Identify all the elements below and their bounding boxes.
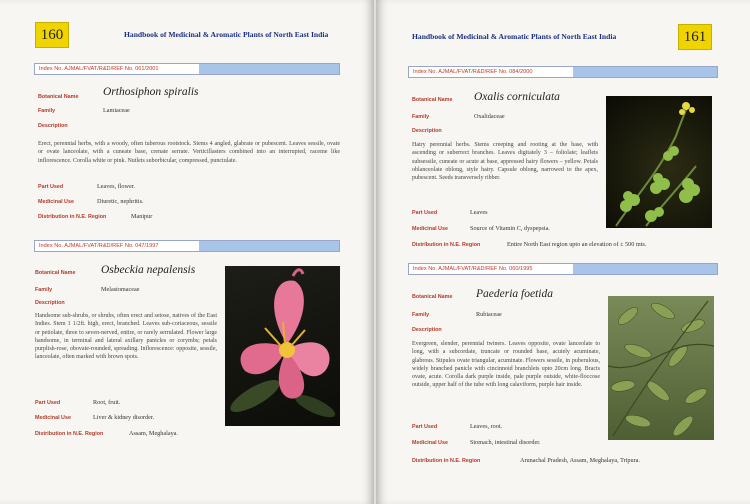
description-text: Erect, perennial herbs, with a woody, often tuberous rootstock. Stems 4 angled, glabrate or pubescent. Leaves sessile, ovate or ovate lanceolate, with a cuneate base, crenate serrate. Verticillasters combined into an interrupted, raceme like inflorescence. Corolla white or pink. Nutlets suborbicular, compressed, punctulate. [38,141,340,164]
distribution-value: Assam, Meghalaya. [129,430,178,437]
part-used-label: Part Used [35,400,61,406]
description-text: Hairy perennial herbs. Stems creeping and rooting at the base, with ascending or suberrect branches. Leaves digitately 3 – foliolate; leaflets subsessile, cuneate or acute at base, appressed hairy flowers – yellow. Petals oblanceolate oblong, style hairy. Capsule oblong, narrowed to the apex, pubescent. Seeds transversely ribber. [412,142,598,182]
botanical-name: Orthosiphon spiralis [103,86,199,98]
part-used-label: Part Used [38,184,64,190]
handbook-title: Handbook of Medicinal & Aromatic Plants of North East India [412,32,617,41]
family-value: Lamiaceae [103,107,130,114]
index-number-bar [408,263,718,275]
medicinal-use-value: Liver & kidney disorder. [93,414,155,421]
index-bar-fill [573,67,718,77]
botanical-name: Paederia foetida [476,288,553,300]
handbook-title: Handbook of Medicinal & Aromatic Plants of North East India [124,30,329,39]
medicinal-use-value: Stomach, intestinal disorder. [470,439,541,446]
index-bar-fill [573,264,718,274]
family-value: Rubiaceae [476,311,502,318]
index-bar-fill [199,241,340,251]
osbeckia-flower-photo [225,266,340,426]
distribution-label: Distribution in N.E. Region [412,458,481,464]
family-label: Family [38,108,56,114]
index-number-bar [34,63,340,75]
distribution-label: Distribution in N.E. Region [35,431,104,437]
part-used-label: Part Used [412,210,438,216]
description-label: Description [412,327,442,333]
description-text: Handsome sub-shrubs, or shrubs, often erect and setose, natives of the East Indies. Stem 1 1/2ft. high, erect, branched. Leaves sub-coriaceous, sessile or petiolate, three to seven-nerved, entire, or rarely serrulated. Flower large handsome, in terminal and lateral axillary panicles or corymbs; petals purplish-rose, obovate-rounded, spreading. Inflorescence: opposite, sessile, lanceolate, often marked with brown spots. [35,313,217,361]
left-page [0,0,374,504]
distribution-label: Distribution in N.E. Region [412,242,481,248]
botanical-name: Oxalis corniculata [474,91,560,103]
part-used-value: Leaves, root. [470,423,503,430]
index-number: Index No. AJMAL/FVAT/R&D/REF No. 060/1995 [413,266,533,272]
index-number-bar [34,240,340,252]
family-value: Oxalidaceae [474,113,505,120]
family-label: Family [35,287,53,293]
botanical-name-label: Botanical Name [35,270,76,276]
paederia-plant-photo [608,296,714,440]
family-value: Melastomaceae [101,286,140,293]
part-used-value: Leaves [470,209,488,216]
botanical-name: Osbeckia nepalensis [101,264,196,276]
part-used-label: Part Used [412,424,438,430]
index-number: Index No. AJMAL/FVAT/R&D/REF No. 084/2000 [413,69,533,75]
distribution-value: Arunachal Pradesh, Assam, Meghalaya, Tripura. [520,457,640,464]
part-used-value: Leaves, flower. [97,183,135,190]
description-text: Evergreen, slender, perennial twiners. Leaves opposite, ovate lanceolate to long, with a subcordate, truncate or rounded base, acutely acuminate, glabrous. Stipules ovate triangular, acuminate. Flowers sessile, in puberulous, widely branched panicle with cincinnoid branchlets upto 20cm long. Bracts ovate, acute. Corolla dark purple inside, pale purple outside, white-floccose outside, upper half of the tube with long calaviform, purple hair inside. [412,341,600,389]
index-number: Index No. AJMAL/FVAT/R&D/REF No. 047/1997 [39,243,159,249]
part-used-value: Root, fruit. [93,399,121,406]
botanical-name-label: Botanical Name [412,97,453,103]
medicinal-use-label: Medicinal Use [35,415,71,421]
distribution-value: Manipur [131,213,153,220]
family-label: Family [412,114,430,120]
medicinal-use-label: Medicinal Use [38,199,74,205]
page-number: 160 [35,22,69,48]
medicinal-use-label: Medicinal Use [412,226,448,232]
page-number: 161 [678,24,712,50]
medicinal-use-label: Medicinal Use [412,440,448,446]
description-label: Description [35,300,65,306]
index-number-bar [408,66,718,78]
index-bar-fill [199,64,340,74]
right-page [376,0,750,504]
description-label: Description [412,128,442,134]
medicinal-use-value: Diuretic, nephritis. [97,198,144,205]
oxalis-plant-photo [606,96,712,228]
family-label: Family [412,312,430,318]
medicinal-use-value: Source of Vitamin C, dyspepsia. [470,225,550,232]
botanical-name-label: Botanical Name [412,294,453,300]
index-number: Index No. AJMAL/FVAT/R&D/REF No. 061/2001 [39,66,159,72]
distribution-value: Entire North East region upto an elevation of ± 500 mts. [507,241,647,248]
description-label: Description [38,123,68,129]
botanical-name-label: Botanical Name [38,94,79,100]
distribution-label: Distribution in N.E. Region [38,214,107,220]
